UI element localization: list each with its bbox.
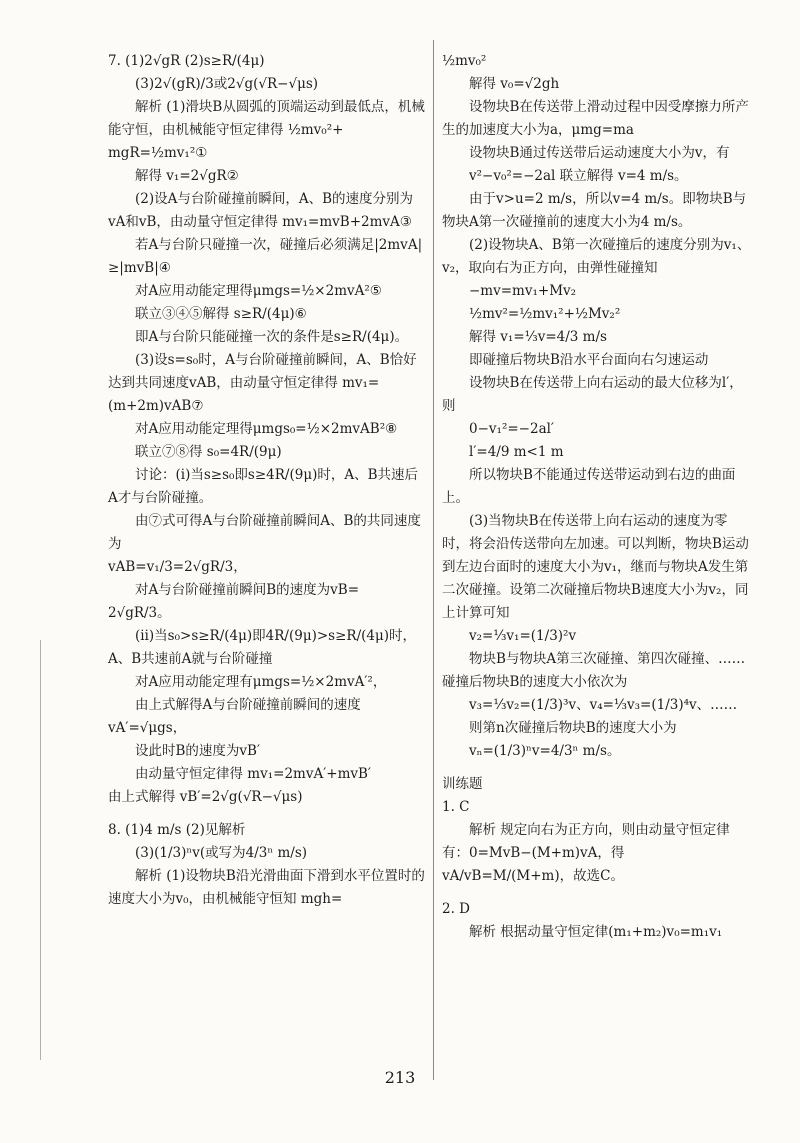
right-column	[442, 50, 752, 944]
paragraph: 即碰撞后物块B沿水平台面向右匀速运动	[469, 352, 709, 368]
paragraph: 所以物块B不能通过传送带运动到右边的曲面上。	[442, 467, 736, 506]
equation-line: 2√gR/3。	[108, 605, 171, 621]
equation-line: 0−v₁²=−2al′	[469, 421, 554, 437]
left-column	[108, 50, 426, 911]
paragraph: 对A与台阶碰撞前瞬间B的速度为vB=	[135, 582, 360, 598]
equation-line: 联立③④⑤解得 s≥R/(4μ)⑥	[135, 306, 307, 322]
paragraph: 设物块B在传送带上滑动过程中因受摩擦力所产生的加速度大小为a，μmg=ma	[442, 99, 749, 138]
scan-margin-line	[40, 640, 41, 1060]
paragraph: 设物块B通过传送带后运动速度大小为v，有	[469, 145, 730, 161]
paragraph: 解析 根据动量守恒定律(m₁+m₂)v₀=m₁v₁	[469, 924, 723, 940]
answer-8-part3: (3)(1/3)ⁿv(或写为4/3ⁿ m/s)	[135, 845, 308, 861]
paragraph: 即A与台阶只能碰撞一次的条件是s≥R/(4μ)。	[135, 329, 409, 345]
answer-7-part3: (3)2√(gR)/3或2√g(√R−√μs)	[135, 76, 319, 92]
equation-line: 解得 v₀=√2gh	[469, 76, 560, 92]
equation-line: 由上式解得 vB′=2√g(√R−√μs)	[108, 789, 303, 805]
paragraph: (ⅱ)当s₀>s≥R/(4μ)即4R/(9μ)>s≥R/(4μ)时，A、B共速前A就与台阶碰撞	[108, 628, 417, 667]
paragraph: 讨论：(ⅰ)当s≥s₀即s≥4R/(9μ)时，A、B共速后A才与台阶碰撞。	[108, 467, 419, 506]
paragraph: 解析 (1)滑块B从圆弧的顶端运动到最低点，机械能守恒，由机械能守恒定律得 ½mv₀²+	[108, 99, 425, 138]
paragraph: 解析 (1)设物块B沿光滑曲面下滑到水平位置时的速度大小为v₀，由机械能守恒知 mgh=	[108, 868, 425, 907]
answer-8-heading: 8. (1)4 m/s (2)见解析	[108, 822, 246, 838]
paragraph: (2)设物块A、B第一次碰撞后的速度分别为v₁、v₂，取向右为正方向，由弹性碰撞知	[442, 237, 751, 276]
equation-line: 由动量守恒定律得 mv₁=2mvA′+mvB′	[135, 766, 371, 782]
equation-line: vAB=v₁/3=2√gR/3，	[108, 559, 247, 575]
equation-line: 解得 v₁=⅓v=4/3 m/s	[469, 329, 607, 345]
equation-line: −mv=mv₁+Mv₂	[469, 283, 577, 299]
equation-line: v₃=⅓v₂=(1/3)³v、v₄=⅓v₃=(1/3)⁴v、……	[469, 697, 738, 713]
equation-line: ½mv²=½mv₁²+½Mv₂²	[469, 306, 621, 322]
paragraph: 由于v>u=2 m/s，所以v=4 m/s。即物块B与物块A第一次碰撞前的速度大小为4 m/s。	[442, 191, 747, 230]
paragraph: (2)设A与台阶碰撞前瞬间，A、B的速度分别为vA和vB，由动量守恒定律得 mv₁=mvB+2mvA③	[108, 191, 414, 230]
equation-line: l′=4/9 m<1 m	[469, 444, 564, 460]
paragraph: 设此时B的速度为vB′	[135, 743, 261, 759]
column-divider	[433, 40, 434, 1080]
section-heading-training: 训练题	[442, 776, 483, 792]
equation-line: vₙ=(1/3)ⁿv=4/3ⁿ m/s。	[469, 743, 621, 759]
answer-1-heading: 1. C	[442, 799, 470, 815]
equation-line: 对A应用动能定理得μmgs₀=½×2mvAB²⑧	[135, 421, 398, 437]
paragraph: 解析 规定向右为正方向，则由动量守恒定律有：0=MvB−(M+m)vA，得vA/vB=M/(M+m)，故选C。	[442, 822, 730, 884]
equation-line: v₂=⅓v₁=(1/3)²v	[469, 628, 577, 644]
paragraph: (3)设s=s₀时，A与台阶碰撞前瞬间，A、B恰好达到共同速度vAB，由动量守恒定律得 mv₁=(m+2m)vAB⑦	[108, 352, 417, 414]
equation-line: 联立⑦⑧得 s₀=4R/(9μ)	[135, 444, 282, 460]
answer-2-heading: 2. D	[442, 901, 470, 917]
page-number: 213	[384, 1068, 416, 1087]
equation-line: 对A应用动能定理有μmgs=½×2mvA′²，	[135, 674, 387, 690]
paragraph: 设物块B在传送带上向右运动的最大位移为l′，则	[442, 375, 743, 414]
answer-7-heading: 7. (1)2√gR (2)s≥R/(4μ)	[108, 53, 265, 69]
equation-line: 对A应用动能定理得μmgs=½×2mvA²⑤	[135, 283, 382, 299]
equation-line: v²−v₀²=−2al 联立解得 v=4 m/s。	[469, 168, 688, 184]
equation-line: 解得 v₁=2√gR②	[135, 168, 239, 184]
equation-line: ½mv₀²	[442, 53, 487, 69]
paragraph: 由上式解得A与台阶碰撞前瞬间的速度 vA′=√μgs，	[108, 697, 361, 736]
paragraph: (3)当物块B在传送带上向右运动的速度为零时，将会沿传送带向左加速。可以判断，物块B运动到左边台面时的速度大小为v₁，继而与物块A发生第二次碰撞。设第二次碰撞后物块B速度大小为v₂，同上计算可知	[442, 513, 749, 621]
paragraph: 则第n次碰撞后物块B的速度大小为	[469, 720, 677, 736]
paragraph: 由⑦式可得A与台阶碰撞前瞬间A、B的共同速度为	[108, 513, 421, 552]
paragraph: 物块B与物块A第三次碰撞、第四次碰撞、……碰撞后物块B的速度大小依次为	[442, 651, 746, 690]
paragraph: 若A与台阶只碰撞一次，碰撞后必须满足|2mvA|≥|mvB|④	[108, 237, 423, 276]
equation-line: mgR=½mv₁²①	[108, 145, 208, 161]
